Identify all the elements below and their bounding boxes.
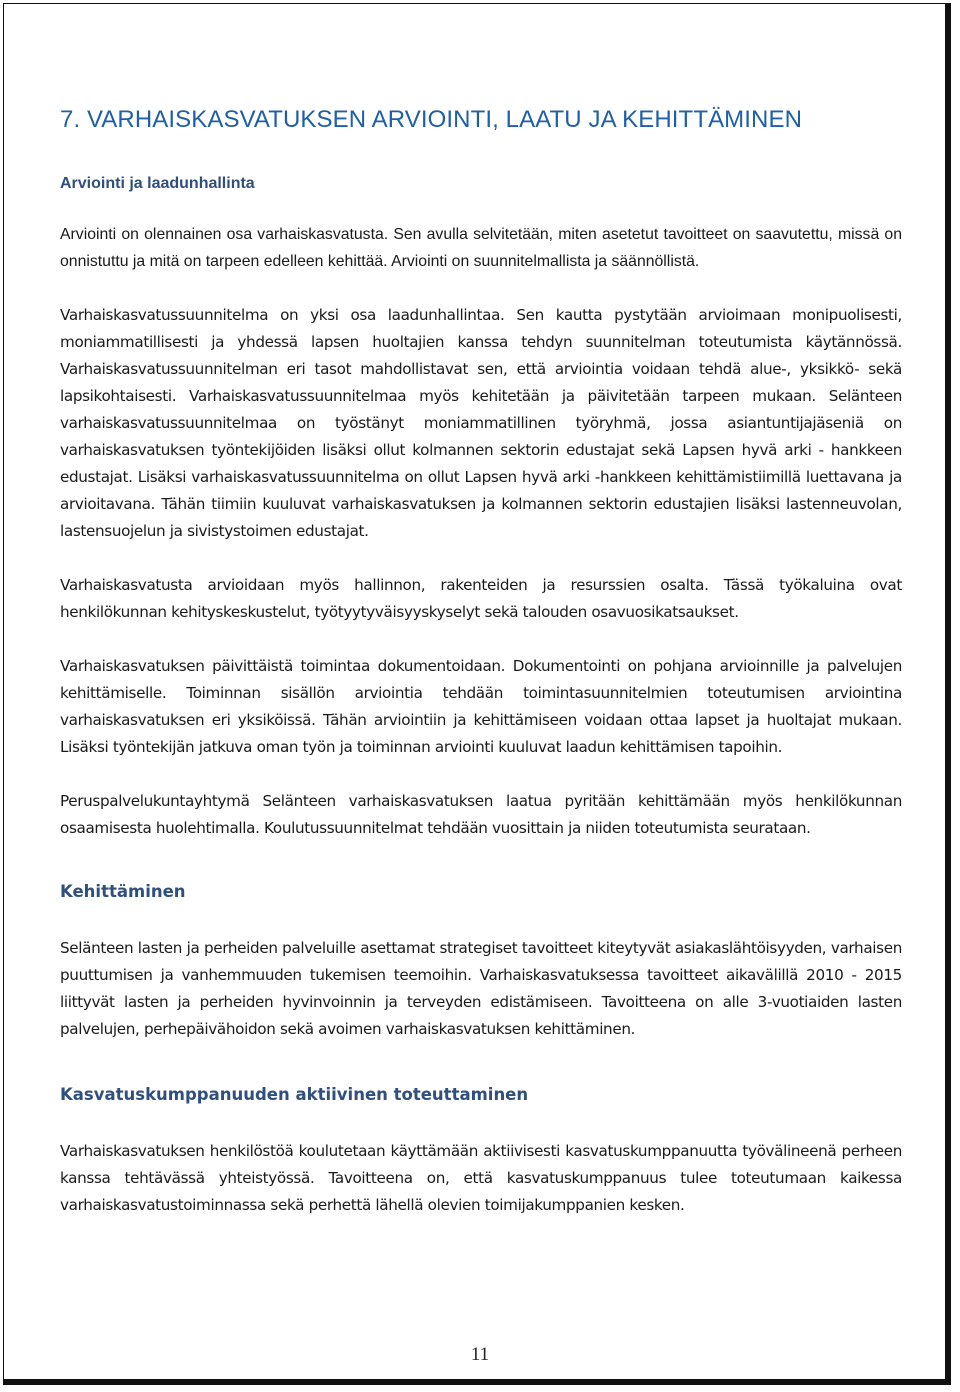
section-heading-kehittaminen: Kehittäminen bbox=[60, 882, 186, 901]
paragraph-hallinto: Varhaiskasvatusta arvioidaan myös hallinnon, rakenteiden ja resurssien osalta. Tässä työkaluina ovat henkilökunnan kehityskeskustelut, työtyytyväisyyskyselyt sekä talouden osavuosikatsaukset. bbox=[60, 576, 902, 621]
paragraph-arviointi-intro: Arviointi on olennainen osa varhaiskasvatusta. Sen avulla selvitetään, miten asetetut tavoitteet on saavutettu, missä on onnistuttu ja mitä on tarpeen edelleen kehittää. Arviointi on suunnitelmallista ja säännöllistä. bbox=[60, 226, 902, 270]
document-body bbox=[60, 106, 902, 1219]
paragraph-koulutus: Peruspalvelukuntayhtymä Selänteen varhaiskasvatuksen laatua pyritään kehittämään myös henkilökunnan osaamisesta huolehtimalla. Koulutussuunnitelmat tehdään vuosittain ja niiden toteutumista seurataan. bbox=[60, 792, 902, 837]
paragraph-kasvatuskumppanuus: Varhaiskasvatuksen henkilöstöä koulutetaan käyttämään aktiivisesti kasvatuskumppanuutta työvälineenä perheen kanssa tehtävässä yhteistyössä. Tavoitteena on, että kasvatuskumppanuus tulee toteutumaan kaikessa varhaiskasvatustoiminnassa sekä perhettä lähellä olevien toimijakumppanien kesken. bbox=[60, 1142, 902, 1214]
section-heading-arviointi: Arviointi ja laadunhallinta bbox=[60, 175, 255, 192]
chapter-title: 7. VARHAISKASVATUKSEN ARVIOINTI, LAATU JA KEHITTÄMINEN bbox=[60, 106, 803, 133]
paragraph-vasu: Varhaiskasvatussuunnitelma on yksi osa laadunhallintaa. Sen kautta pystytään arvioimaan monipuolisesti, moniammatillisesti ja yhdessä lapsen huoltajien kanssa tehdyn suunnitelman toteutumista käytännössä. Varhaiskasvatussuunnitelman eri tasot mahdollistavat sen, että arviointia voidaan tehdä alue-, yksikkö- sekä lapsikohtaisesti. Varhaiskasvatussuunnitelmaa myös kehitetään ja päivitetään tarpeen mukaan. Selänteen varhaiskasvatussuunnitelmaa on työstänyt moniammatillinen työryhmä, jossa asiantuntijajäseniä on varhaiskasvatuksen työntekijöiden lisäksi ollut kolmannen sektorin edustajat sekä Lapsen hyvä arki - hankkeen edustajat. Lisäksi varhaiskasvatussuunnitelma on ollut Lapsen hyvä arki -hankkeen kehittämistiimillä luettavana ja arvioitavana. Tähän tiimiin kuuluvat varhaiskasvatuksen ja kolmannen sektorin edustajien lisäksi lastenneuvolan, lastensuojelun ja sivistystoimen edustajat. bbox=[60, 306, 902, 540]
paragraph-dokumentointi: Varhaiskasvatuksen päivittäistä toimintaa dokumentoidaan. Dokumentointi on pohjana arvioinnille ja palvelujen kehittämiselle. Toiminnan sisällön arviointia tehdään toimintasuunnitelmien toteutumisen arviointina varhaiskasvatuksen eri yksiköissä. Tähän arviointiin ja kehittämiseen voidaan ottaa lapset ja huoltajat mukaan. Lisäksi työntekijän jatkuva oman työn ja toiminnan arviointi kuuluvat laadun kehittämisen tapoihin. bbox=[60, 657, 902, 756]
section-heading-kasvatuskumppanuus: Kasvatuskumppanuuden aktiivinen toteuttaminen bbox=[60, 1085, 529, 1104]
paragraph-strategia: Selänteen lasten ja perheiden palveluille asettamat strategiset tavoitteet kiteytyvät asiakaslähtöisyyden, varhaisen puuttumisen ja vanhemmuuden tukemisen teemoihin. Varhaiskasvatuksessa tavoitteet aikavälillä 2010 - 2015 liittyvät lasten ja perheiden hyvinvoinnin ja terveyden edistämiseen. Tavoitteena on alle 3-vuotiaiden lasten palvelujen, perhepäivähoidon sekä avoimen varhaiskasvatuksen kehittäminen. bbox=[60, 939, 902, 1038]
page-number: 11 bbox=[470, 1344, 490, 1365]
